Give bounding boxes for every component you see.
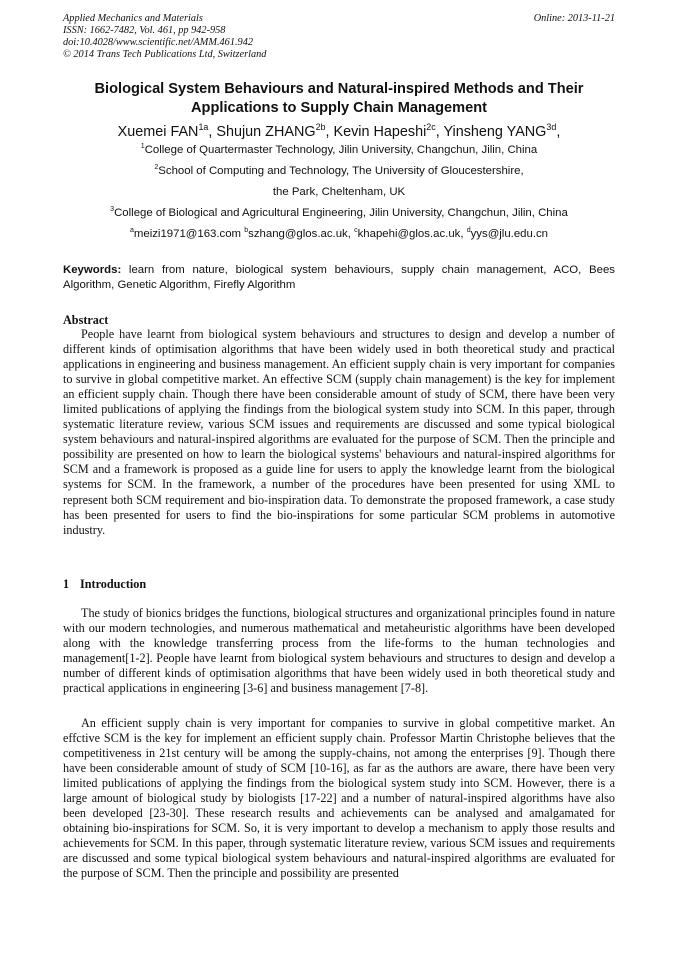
abstract-text: People have learnt from biological system behaviours and structures to design and develop a number of different kinds of optimisation algorithms that have been widely used in both theoretical study and practical applications in engineering and business management. An efficient supply chain is very important for companies to survive in global competitive market. An effective SCM (supply chain management) is the key for implement an efficient supply chain. Though there have been considerable amount of study of SCM, there have been very limited publications of applying the findings from the biological system study into SCM. In this paper, through systematic literature review, various SCM issues and requirements are discussed and some typical biological system behaviours and natural-inspired algorithms are evaluated for the purpose of SCM. Then the principle and possibility are presented on how to learn the biological systems' behaviours and natural-inspired algorithms for SCM and a framework is proposed as a guide line for users to apply the knowledge learnt from the biological systems for SCM. In the framework, a number of the procedures have been presented for using XML to represent both SCM requirement and bio-inspiration data. To demonstrate the proposed framework, a case study has been presented for users to find the bio-inspirations for some particular SCM problems in automotive industry. bbox=[63, 327, 615, 537]
author-separator: , bbox=[556, 124, 561, 140]
affiliation-text: College of Quartermaster Technology, Jilin University, Changchun, Jilin, China bbox=[144, 144, 538, 156]
author-marker: 3d bbox=[546, 122, 557, 133]
affiliation-marker: 1 bbox=[140, 143, 145, 151]
keywords bbox=[63, 263, 615, 292]
affiliation-text: College of Biological and Agricultural Engineering, Jilin University, Changchun, Jilin, China bbox=[114, 207, 568, 219]
journal-header bbox=[63, 13, 266, 61]
author-separator: , bbox=[208, 124, 217, 140]
author-emails bbox=[63, 227, 615, 241]
affiliation-2 bbox=[63, 164, 615, 178]
journal-issn: ISSN: 1662-7482, Vol. 461, pp 942-958 bbox=[63, 25, 226, 36]
section-number: 1 bbox=[63, 577, 70, 591]
affiliation-marker: 3 bbox=[110, 206, 115, 214]
affiliation-3 bbox=[63, 206, 615, 220]
author-separator: , bbox=[325, 124, 334, 140]
email-address: khapehi@glos.ac.uk, bbox=[357, 228, 467, 240]
email-address: yys@jlu.edu.cn bbox=[470, 228, 549, 240]
author-marker: 1a bbox=[198, 122, 209, 133]
abstract-heading: Abstract bbox=[63, 313, 109, 327]
email-marker: c bbox=[354, 227, 358, 235]
author-marker: 2b bbox=[315, 122, 326, 133]
paper-title bbox=[63, 80, 615, 117]
email-marker: b bbox=[244, 227, 249, 235]
author-separator: , bbox=[435, 124, 444, 140]
email-address: meizi1971@163.com bbox=[133, 228, 245, 240]
affiliation-marker: 2 bbox=[154, 164, 159, 172]
email-address: szhang@glos.ac.uk, bbox=[248, 228, 355, 240]
online-date: Online: 2013-11-21 bbox=[533, 13, 615, 24]
author-name: Yinsheng YANG bbox=[443, 124, 547, 140]
author-name: Shujun ZHANG bbox=[216, 124, 316, 140]
journal-copyright: © 2014 Trans Tech Publications Ltd, Switzerland bbox=[63, 49, 267, 60]
author-list bbox=[63, 124, 615, 141]
author-name: Xuemei FAN bbox=[117, 124, 199, 140]
keywords-text: learn from nature, biological system behaviours, supply chain management, ACO, Bees Algorithm, Genetic Algorithm, Firefly Algorithm bbox=[63, 264, 615, 291]
paper-title-line-2: Applications to Supply Chain Management bbox=[191, 99, 487, 116]
affiliation-text: School of Computing and Technology, The University of Gloucestershire, bbox=[158, 165, 524, 177]
section-heading bbox=[63, 577, 146, 591]
paper-title-line-1: Biological System Behaviours and Natural-inspired Methods and Their bbox=[94, 81, 584, 97]
email-marker: a bbox=[129, 227, 134, 235]
affiliation-2-continued: the Park, Cheltenham, UK bbox=[272, 186, 406, 198]
journal-name: Applied Mechanics and Materials bbox=[63, 13, 203, 24]
affiliation-1 bbox=[63, 143, 615, 157]
keywords-label: Keywords: bbox=[63, 264, 122, 276]
journal-doi: doi:10.4028/www.scientific.net/AMM.461.942 bbox=[63, 37, 253, 48]
intro-paragraph-1: The study of bionics bridges the functions, biological structures and organizational principles found in nature with our modern technologies, and numerous mathematical and metaheuristic algorithms have been developed along with the knowledge transferring process from the life-forms to the human technologies and management[1-2]. People have learnt from biological system behaviours and structures to design and develop a number of different kinds of optimisation algorithms that have been widely used in both theoretical study and practical applications in engineering [3-6] and business management [7-8]. bbox=[63, 606, 615, 696]
author-marker: 2c bbox=[426, 122, 436, 133]
author-name: Kevin Hapeshi bbox=[333, 124, 427, 140]
email-marker: d bbox=[466, 227, 471, 235]
intro-paragraph-2: An efficient supply chain is very important for companies to survive in global competitive market. An effctive SCM is the key for implement an efficient supply chain. Professor Martin Christophe believes that the competitiveness in 21st century will be among the supply-chains, not among the enterprises [9]. Though there have been considerable amount of study of SCM [10-16], as far as the authors are aware, there have been very limited publications of applying the findings from the biological system study into SCM. However, there is a large amount of biological study by biologists [17-22] and a number of natural-inspired algorithms have also been developed [23-30]. These research results and achievements can be analysed and amalgamated for obtaining bio-inspirations for SCM. So, it is very important to develop a mechanism to apply those results and achievements for SCM. In this paper, through systematic literature review, various SCM issues and requirements are discussed and some typical biological system behaviours and natural-inspired algorithms are evaluated for the purpose of SCM. Then the principle and possibility are presented bbox=[63, 716, 615, 881]
section-title: Introduction bbox=[80, 577, 147, 591]
